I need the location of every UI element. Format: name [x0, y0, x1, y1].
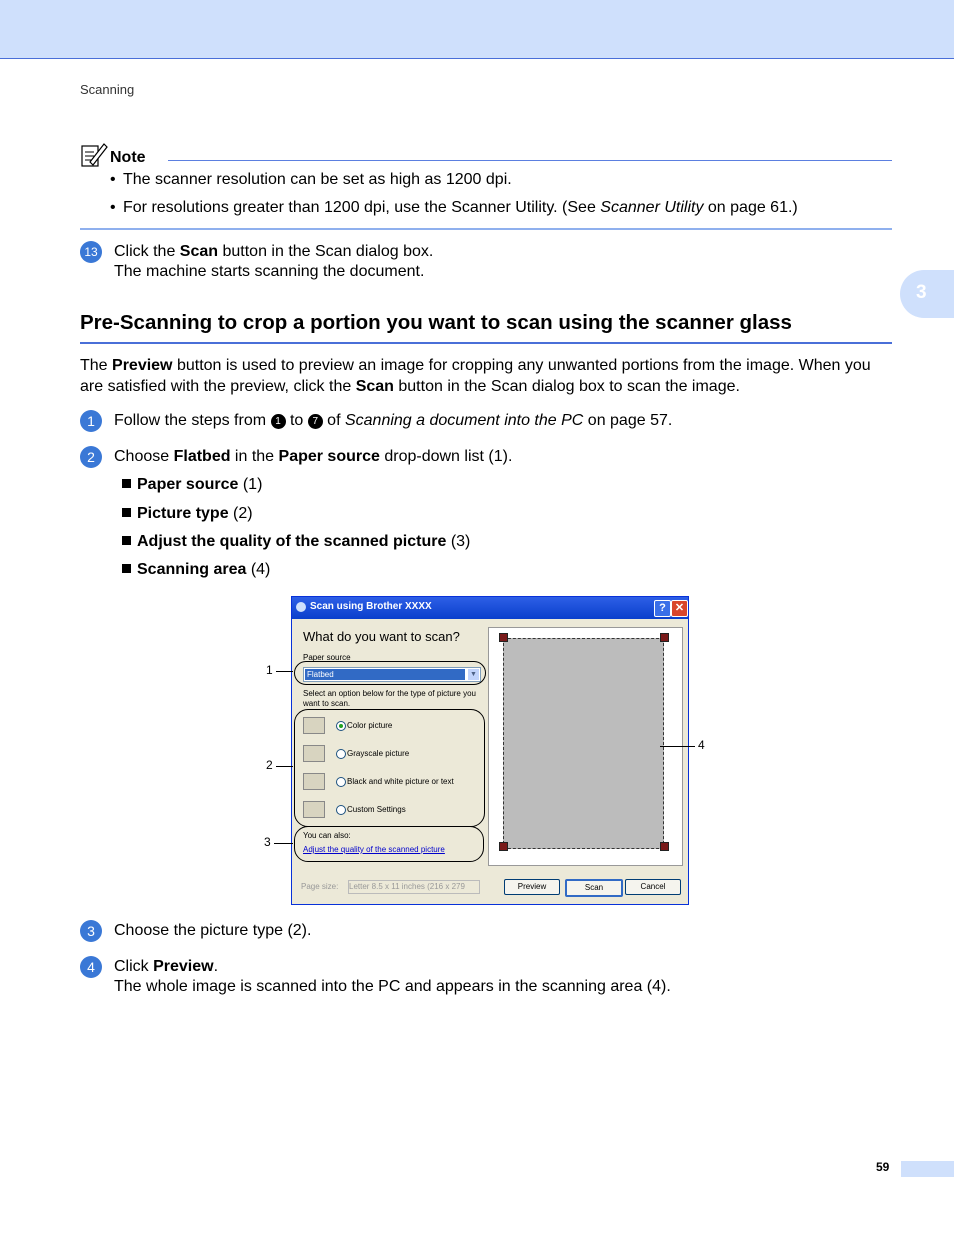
step-number: 2 [80, 446, 102, 468]
callout-number: 4 [698, 738, 705, 752]
scan-selection[interactable] [503, 638, 664, 849]
step-number: 13 [80, 241, 102, 263]
chapter-number: 3 [916, 282, 927, 303]
note-header [80, 140, 892, 170]
step-number: 1 [80, 410, 102, 432]
dialog-question: What do you want to scan? [303, 629, 460, 644]
step-text: Choose the picture type (2). [114, 922, 312, 939]
dialog-title: Scan using Brother XXXX [310, 601, 432, 612]
dialog-titlebar [292, 597, 688, 619]
callout-number: 3 [264, 835, 271, 849]
callout-2-outline [294, 709, 485, 827]
chapter-tab [900, 270, 954, 318]
step-text: Click Preview. The whole image is scanned into the PC and appears in the scanning area (4). [114, 958, 671, 995]
page-number: 59 [876, 1160, 890, 1174]
callout-line [276, 766, 293, 767]
scanning-area[interactable] [488, 627, 683, 866]
callout-line [274, 843, 293, 844]
page-size-select[interactable]: Letter 8.5 x 11 inches (216 x 279 [348, 880, 480, 894]
callout-1-outline [294, 661, 486, 685]
crop-handle[interactable] [499, 842, 508, 851]
callout-number: 1 [266, 663, 273, 677]
step-text: Follow the steps from 1 to 7 of Scanning a document into the PC on page 57. [114, 412, 673, 429]
callout-number: 2 [266, 758, 273, 772]
scanner-icon [296, 602, 306, 612]
option-label[interactable]: Grayscale picture [347, 749, 410, 758]
xref[interactable]: Scanner Utility [600, 199, 704, 216]
crop-handle[interactable] [660, 842, 669, 851]
option-label[interactable]: Custom Settings [347, 805, 406, 814]
cancel-button[interactable]: Cancel [625, 879, 681, 895]
step-text: Click the Scan button in the Scan dialog box. The machine starts scanning the document. [114, 243, 434, 280]
note-rule [168, 160, 892, 161]
option-label[interactable]: Color picture [347, 721, 393, 730]
paper-source-label: Paper source [303, 653, 351, 662]
note-item: • For resolutions greater than 1200 dpi, use the Scanner Utility. (See Scanner Utility on page 61.) [110, 199, 798, 216]
list-item: Scanning area (4) [122, 561, 270, 579]
scan-dialog [291, 596, 689, 905]
preview-button[interactable]: Preview [504, 879, 560, 895]
running-title: Scanning [80, 82, 135, 97]
help-button[interactable]: ? [654, 600, 671, 617]
note-bottom-rule [80, 228, 892, 230]
chevron-down-icon[interactable]: ▼ [468, 669, 479, 680]
note-item: • The scanner resolution can be set as high as 1200 dpi. [110, 171, 512, 188]
page-size-label: Page size: [301, 882, 339, 891]
step-text: Choose Flatbed in the Paper source drop-down list (1). [114, 448, 513, 465]
list-item: Picture type (2) [122, 505, 253, 523]
section-rule [80, 342, 892, 344]
callout-line [276, 671, 293, 672]
also-label: You can also: [303, 831, 351, 840]
option-label[interactable]: Black and white picture or text [347, 777, 454, 786]
callout-line [660, 746, 695, 747]
crop-handle[interactable] [660, 633, 669, 642]
header-band [0, 0, 954, 59]
scan-button[interactable]: Scan [565, 879, 623, 897]
note-label: Note [110, 149, 146, 166]
note-pen-icon [80, 140, 108, 168]
xref[interactable]: Scanning a document into the PC [344, 412, 584, 429]
list-item: Paper source (1) [122, 476, 262, 494]
select-hint: Select an option below for the type of picture you want to scan. [303, 689, 476, 708]
step-number: 3 [80, 920, 102, 942]
footer-band [901, 1161, 954, 1177]
crop-handle[interactable] [499, 633, 508, 642]
list-item: Adjust the quality of the scanned picture (3) [122, 533, 470, 551]
paper-source-value: Flatbed [305, 669, 465, 680]
section-title: Pre-Scanning to crop a portion you want to scan using the scanner glass [80, 311, 792, 334]
callout-3-outline [294, 826, 484, 862]
step-number: 4 [80, 956, 102, 978]
close-button[interactable]: ✕ [671, 600, 688, 617]
intro-paragraph: The Preview button is used to preview an image for cropping any unwanted portions from the image. When you are satisfied with the preview, click the Scan button in the Scan dialog box to scan the image. [80, 357, 871, 395]
adjust-quality-link[interactable]: Adjust the quality of the scanned picture [303, 845, 445, 854]
